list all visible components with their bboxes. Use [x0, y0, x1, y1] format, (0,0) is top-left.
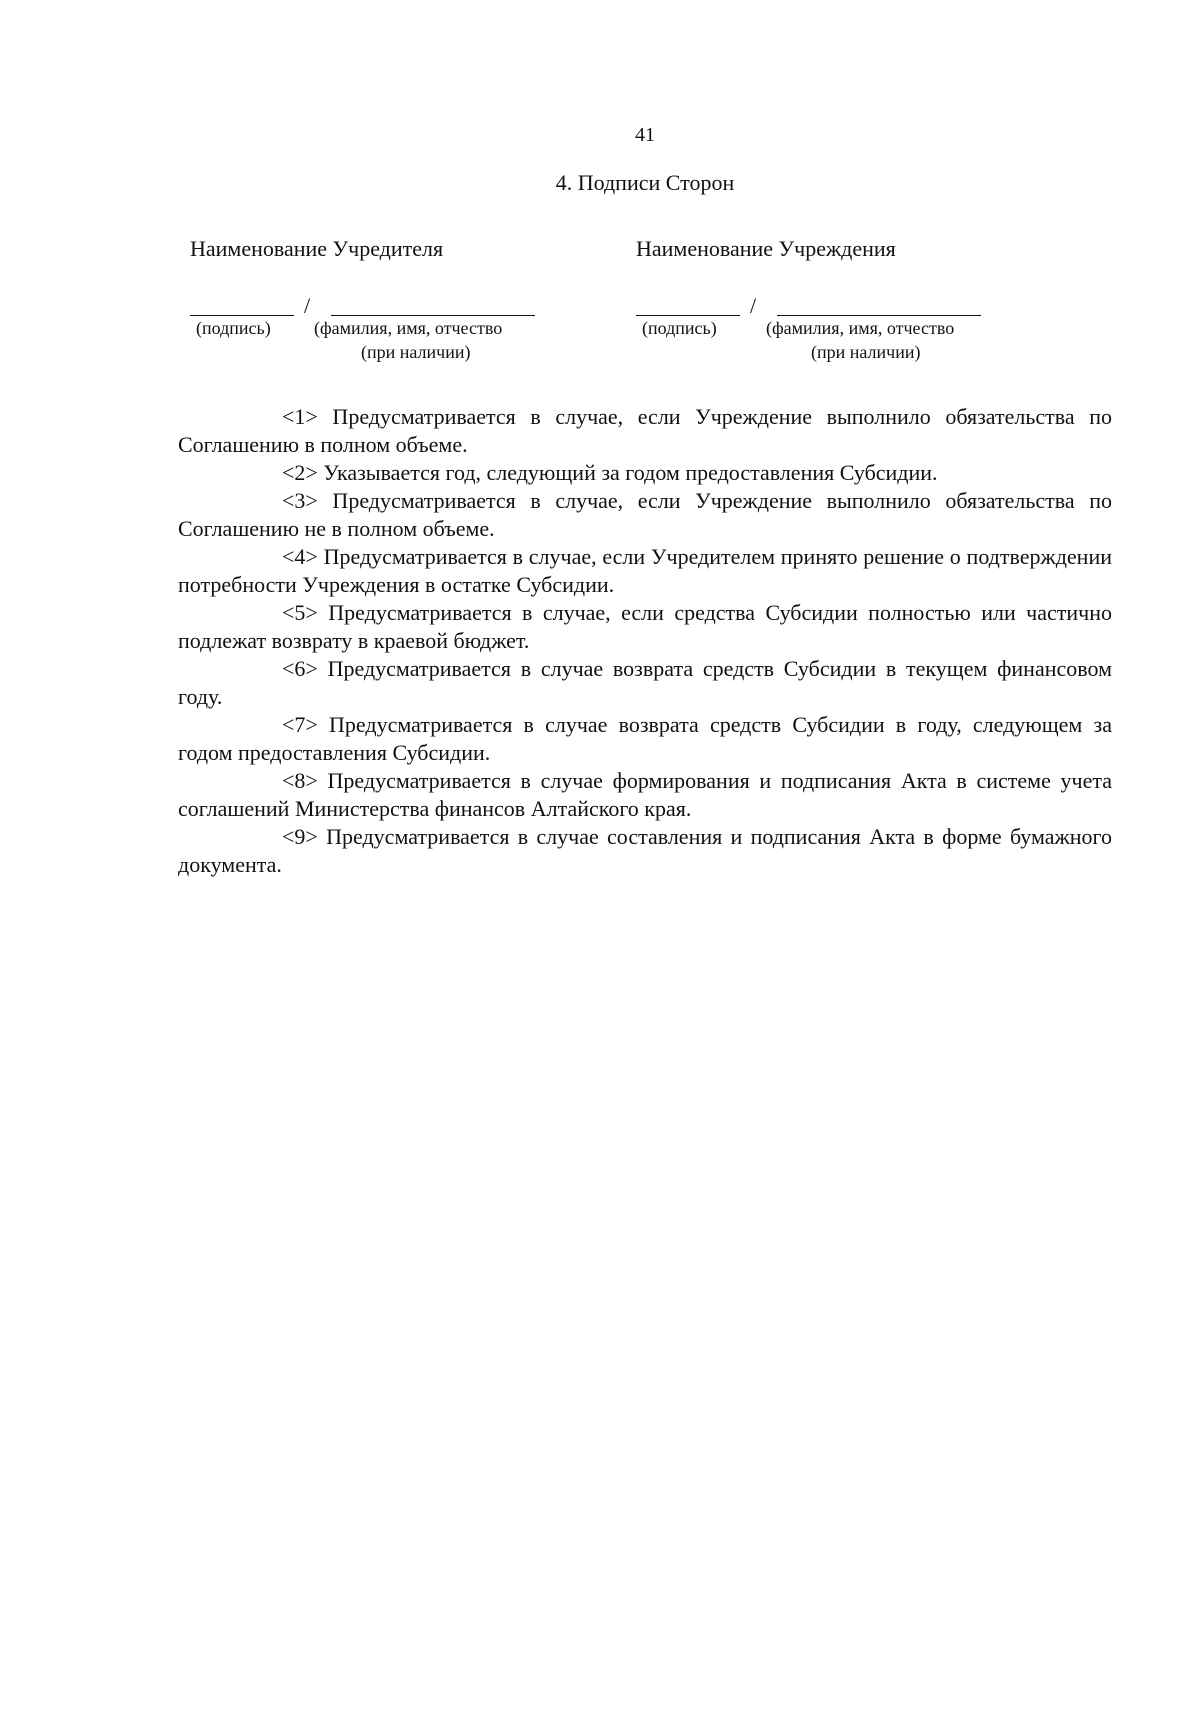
footnote: [178, 599, 1112, 655]
signature-caption: (подпись): [196, 318, 271, 338]
footnote-marker: < 8 >: [230, 767, 318, 795]
footnote-text: Указывается год, следующий за годом предоставления Субсидии.: [317, 460, 938, 485]
footnote-marker: < 2 >: [230, 459, 318, 487]
footnote-marker: < 3 >: [230, 487, 318, 515]
fullname-line: [331, 296, 535, 316]
footnote-text: Предусматривается в случае, если Учреждение выполнило обязательства по Соглашению в полном объеме.: [178, 404, 1112, 457]
signature-separator: /: [750, 293, 757, 318]
footnote: [178, 823, 1112, 879]
footnote-text: Предусматривается в случае, если Учредителем принято решение о подтверждении потребности Учреждения в остатке Субсидии.: [178, 544, 1112, 597]
footnote-text: Предусматривается в случае, если Учреждение выполнило обязательства по Соглашению не в полном объеме.: [178, 488, 1112, 541]
footnote-marker: < 9 >: [230, 823, 318, 851]
founder-name-label: Наименование Учредителя: [190, 236, 444, 261]
footnote-text: Предусматривается в случае составления и подписания Акта в форме бумажного документа.: [178, 824, 1112, 877]
fullname-caption: (фамилия, имя, отчество: [766, 318, 955, 338]
footnote: [178, 487, 1112, 543]
footnote-marker: < 7 >: [230, 711, 318, 739]
fullname-caption-note: (при наличии): [361, 342, 471, 362]
footnote-marker: < 5 >: [230, 599, 318, 627]
footnote: [178, 403, 1112, 459]
fullname-caption-note: (при наличии): [811, 342, 921, 362]
footnote-text: Предусматривается в случае, если средства Субсидии полностью или частично подлежат возврату в краевой бюджет.: [178, 600, 1112, 653]
footnote-text: Предусматривается в случае формирования и подписания Акта в системе учета соглашений Министерства финансов Алтайского края.: [178, 768, 1112, 821]
fullname-caption: (фамилия, имя, отчество: [314, 318, 503, 338]
footnote: [178, 655, 1112, 711]
footnote-marker: < 6 >: [230, 655, 318, 683]
signature-line: [190, 296, 294, 316]
institution-name-label: Наименование Учреждения: [636, 236, 896, 261]
signature-caption: (подпись): [642, 318, 717, 338]
footnotes-list: [178, 403, 1112, 879]
footnote-marker: < 4 >: [230, 543, 318, 571]
fullname-line: [777, 296, 981, 316]
footnote-marker: < 1 >: [230, 403, 318, 431]
page-number: 41: [635, 124, 655, 146]
signature-separator: /: [304, 293, 311, 318]
footnote: [178, 711, 1112, 767]
signature-line: [636, 296, 740, 316]
section-title: 4. Подписи Сторон: [555, 170, 735, 195]
footnote-text: Предусматривается в случае возврата средств Субсидии в текущем финансовом году.: [178, 656, 1112, 709]
footnote: [178, 543, 1112, 599]
footnote: [178, 459, 1112, 487]
footnote: [178, 767, 1112, 823]
footnote-text: Предусматривается в случае возврата средств Субсидии в году, следующем за годом предоставления Субсидии.: [178, 712, 1112, 765]
